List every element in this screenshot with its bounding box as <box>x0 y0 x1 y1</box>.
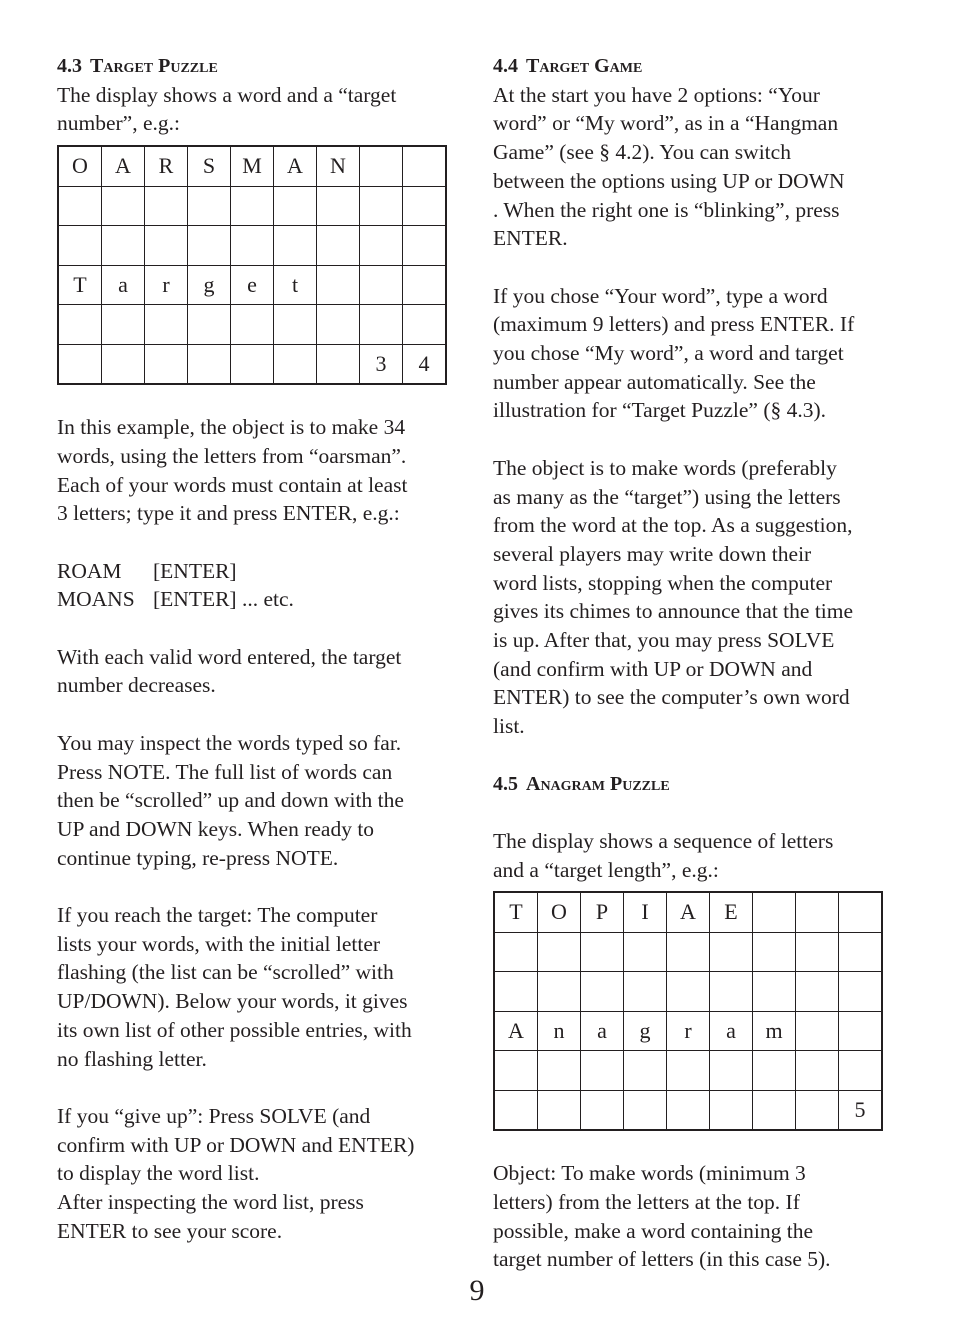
left-column <box>57 52 457 1245</box>
section-number: 4.5 <box>493 772 518 795</box>
grid-cell <box>839 1051 883 1091</box>
grid-cell <box>58 226 102 266</box>
grid-cell <box>317 265 360 305</box>
grid-cell <box>538 1051 581 1091</box>
paragraph-example: In this example, the object is to make 34 words, using the letters from “oarsman”. Each of your words must contain at least 3 letters; type it and press ENTER, e.g.: <box>57 415 408 526</box>
grid-cell <box>403 226 447 266</box>
section-title: Anagram Puzzle <box>526 772 670 795</box>
grid-cell: g <box>188 265 231 305</box>
grid-cell: e <box>231 265 274 305</box>
grid-cell: S <box>188 146 231 186</box>
grid-cell <box>494 932 538 972</box>
example-word: MOANS <box>57 587 135 612</box>
grid-cell <box>796 892 839 932</box>
grid-cell <box>102 344 145 384</box>
grid-cell: O <box>538 892 581 932</box>
grid-cell: E <box>710 892 753 932</box>
grid-cell <box>145 344 188 384</box>
section-heading-target-puzzle <box>57 52 457 81</box>
grid-row <box>494 932 882 972</box>
paragraph-anagram-intro: The display shows a sequence of letters and a “target length”, e.g.: <box>493 828 834 882</box>
grid-cell <box>624 1051 667 1091</box>
grid-cell <box>231 186 274 226</box>
example-key: [ENTER] <box>153 558 237 583</box>
grid-cell: g <box>624 1011 667 1051</box>
intro-paragraph: The display shows a word and a “target number”, e.g.: <box>57 82 397 136</box>
example-key: [ENTER] ... etc. <box>153 587 294 612</box>
grid-cell <box>581 1051 624 1091</box>
grid-cell <box>839 1011 883 1051</box>
grid-cell <box>145 186 188 226</box>
grid-cell <box>796 1051 839 1091</box>
paragraph-reach-target: If you reach the target: The computer lists your words, with the initial letter flashing (the list can be “scrolled” with UP/DOWN). Below your words, it gives its own list of other possible entries, with no flashing letter. <box>57 903 412 1071</box>
grid-cell: m <box>753 1011 796 1051</box>
grid-cell: A <box>667 892 710 932</box>
display-grid-anagram-puzzle <box>493 891 883 1131</box>
section-heading-anagram-puzzle <box>493 770 903 799</box>
grid-row <box>58 344 446 384</box>
grid-cell <box>494 1051 538 1091</box>
grid-cell <box>274 226 317 266</box>
grid-cell <box>581 1090 624 1130</box>
grid-cell <box>710 1051 753 1091</box>
grid-row <box>58 146 446 186</box>
grid-cell: A <box>102 146 145 186</box>
grid-cell <box>360 265 403 305</box>
grid-row <box>494 1090 882 1130</box>
example-line-roam <box>57 557 457 586</box>
grid-cell <box>624 932 667 972</box>
paragraph-anagram-object: Object: To make words (minimum 3 letters) from the letters at the top. If possible, make a word containing the target number of letters (in this case 5). <box>493 1161 831 1272</box>
grid-row <box>494 972 882 1012</box>
grid-cell <box>494 972 538 1012</box>
grid-cell <box>188 344 231 384</box>
grid-cell: r <box>667 1011 710 1051</box>
grid-cell <box>667 1090 710 1130</box>
grid-cell: N <box>317 146 360 186</box>
grid-cell <box>274 344 317 384</box>
grid-cell <box>145 226 188 266</box>
grid-cell: r <box>145 265 188 305</box>
paragraph-your-word: If you chose “Your word”, type a word (maximum 9 letters) and press ENTER. If you chose “My word”, a word and target number appear automatically. See the illustration for “Target Puzzle” (§ 4.3). <box>493 283 855 423</box>
grid-cell: M <box>231 146 274 186</box>
paragraph-object: The object is to make words (preferably as many as the “target”) using the letters from the word at the top. As a suggestion, several players may write down their word lists, stopping when the computer gives its chimes to announce that the time is up. After that, you may press SOLVE (and confirm with UP or DOWN and ENTER) to see the computer’s own word list. <box>493 455 854 739</box>
grid-cell <box>538 932 581 972</box>
grid-cell: P <box>581 892 624 932</box>
grid-cell <box>581 932 624 972</box>
grid-cell <box>403 265 447 305</box>
grid-cell <box>231 305 274 345</box>
grid-cell <box>317 344 360 384</box>
grid-cell <box>839 932 883 972</box>
grid-cell: n <box>538 1011 581 1051</box>
section-number: 4.3 <box>57 55 82 77</box>
grid-cell <box>538 1090 581 1130</box>
grid-cell <box>317 305 360 345</box>
grid-cell: a <box>581 1011 624 1051</box>
grid-cell <box>753 892 796 932</box>
grid-cell: O <box>58 146 102 186</box>
display-grid-target-puzzle <box>57 145 447 385</box>
grid-cell <box>145 305 188 345</box>
grid-row <box>58 305 446 345</box>
grid-row <box>494 892 882 932</box>
example-word: ROAM <box>57 558 122 583</box>
grid-row <box>58 226 446 266</box>
right-column <box>493 52 903 1274</box>
grid-cell <box>796 1090 839 1130</box>
grid-cell <box>667 972 710 1012</box>
section-number: 4.4 <box>493 55 518 77</box>
paragraph-target-decreases: With each valid word entered, the target number decreases. <box>57 644 402 698</box>
grid-cell <box>839 892 883 932</box>
grid-row <box>494 1011 882 1051</box>
grid-cell <box>231 226 274 266</box>
grid-cell <box>753 1090 796 1130</box>
grid-cell: 3 <box>360 344 403 384</box>
section-title: Target Puzzle <box>90 55 218 77</box>
grid-cell <box>403 305 447 345</box>
grid-cell <box>360 186 403 226</box>
grid-cell <box>710 932 753 972</box>
grid-cell: a <box>710 1011 753 1051</box>
grid-cell <box>102 305 145 345</box>
grid-cell <box>102 186 145 226</box>
grid-cell: T <box>494 892 538 932</box>
grid-cell <box>58 305 102 345</box>
grid-cell <box>403 146 447 186</box>
section-heading-target-game <box>493 52 903 81</box>
grid-cell <box>710 1090 753 1130</box>
grid-cell: R <box>145 146 188 186</box>
grid-cell <box>274 305 317 345</box>
grid-row <box>58 186 446 226</box>
grid-cell: t <box>274 265 317 305</box>
grid-cell <box>231 344 274 384</box>
grid-cell <box>538 972 581 1012</box>
example-line-moans <box>57 585 457 614</box>
grid-cell <box>360 226 403 266</box>
grid-cell <box>839 972 883 1012</box>
grid-cell: a <box>102 265 145 305</box>
grid-cell <box>796 932 839 972</box>
grid-cell <box>188 186 231 226</box>
grid-cell: A <box>494 1011 538 1051</box>
grid-cell <box>624 1090 667 1130</box>
grid-cell: 5 <box>839 1090 883 1130</box>
grid-cell <box>317 226 360 266</box>
grid-cell: I <box>624 892 667 932</box>
grid-cell: A <box>274 146 317 186</box>
grid-cell <box>753 972 796 1012</box>
grid-row <box>494 1051 882 1091</box>
grid-cell <box>360 305 403 345</box>
grid-cell <box>667 932 710 972</box>
grid-cell <box>317 186 360 226</box>
grid-cell <box>581 972 624 1012</box>
grid-row <box>58 265 446 305</box>
grid-cell <box>58 186 102 226</box>
grid-cell <box>360 146 403 186</box>
paragraph-options: At the start you have 2 options: “Your word” or “My word”, as in a “Hangman Game” (see § 4.2). You can switch between the options using UP or DOWN . When the right one is “blinking”, press ENTER. <box>493 82 845 251</box>
paragraph-note: You may inspect the words typed so far. Press NOTE. The full list of words can then be “scrolled” up and down with the UP and DOWN keys. When ready to continue typing, re-press NOTE. <box>57 730 404 870</box>
grid-cell <box>710 972 753 1012</box>
grid-cell <box>494 1090 538 1130</box>
grid-cell <box>753 1051 796 1091</box>
grid-cell <box>188 305 231 345</box>
grid-cell <box>403 186 447 226</box>
paragraph-give-up: If you “give up”: Press SOLVE (and confirm with UP or DOWN and ENTER) to display the word list. After inspecting the word list, press ENTER to see your score. <box>57 1103 415 1243</box>
grid-cell <box>796 1011 839 1051</box>
grid-cell <box>102 226 145 266</box>
section-title: Target Game <box>526 55 643 77</box>
grid-cell <box>624 972 667 1012</box>
grid-cell <box>753 932 796 972</box>
page-number: 9 <box>469 1274 485 1307</box>
grid-cell <box>796 972 839 1012</box>
grid-cell <box>667 1051 710 1091</box>
grid-cell <box>188 226 231 266</box>
grid-cell: 4 <box>403 344 447 384</box>
grid-cell <box>58 344 102 384</box>
grid-cell: T <box>58 265 102 305</box>
grid-cell <box>274 186 317 226</box>
